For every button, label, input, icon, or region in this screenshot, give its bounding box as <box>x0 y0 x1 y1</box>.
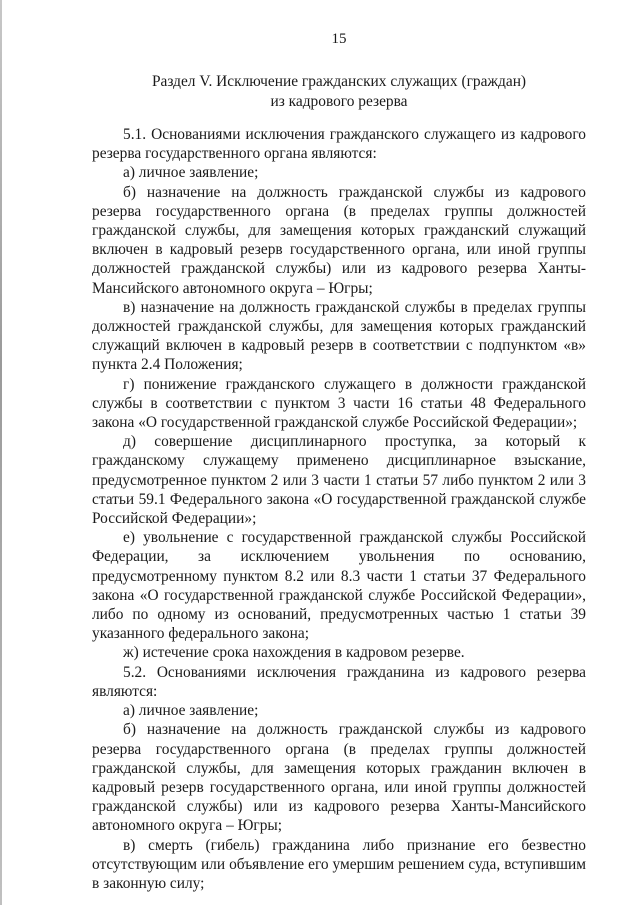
item-5-1-a: а) личное заявление; <box>123 164 259 182</box>
paragraph-5-2: 5.2. Основаниями исключения гражданина из кадрового резерва являются: <box>92 663 586 700</box>
item-5-2-b: б) назначение на должность гражданской службы из кадрового резерва государственного органа (в пределах группы должностей гражданской службы, для замещения которых гражданин включен в кадровый резерв государственного органа, или иной группы должностей гражданской службы) или из кадрового резерва Ханты-Мансийского автономного округа – Югры; <box>92 721 586 835</box>
item-5-1-g: г) понижение гражданского служащего в должности гражданской службы в соответствии с пунктом 3 части 16 статьи 48 Федерального закона «О государственной гражданской службе Российской Федерации»; <box>92 375 586 432</box>
item-5-2-v: в) смерть (гибель) гражданина либо признание его безвестно отсутствующим или объявление его умершим решением суда, вступившим в законную силу; <box>92 836 586 892</box>
item-5-2-a: а) личное заявление; <box>123 702 259 720</box>
section-heading-line-1: Раздел V. Исключение гражданских служащих (граждан) <box>151 73 527 90</box>
item-5-1-d: д) совершение дисциплинарного проступка, за который к гражданскому служащему применено дисциплинарное взыскание, предусмотренное пунктом 2 или 3 части 1 статьи 57 либо пунктом 2 или 3 статьи 59.1 Федерального закона «О государственной гражданской службе Российской Федерации»; <box>92 433 586 528</box>
section-heading <box>92 72 586 111</box>
item-5-1-v: в) назначение на должность гражданской службы в пределах группы должностей гражданской службы, для замещения которых гражданский служащий включен в кадровый резерв в соответствии с подпунктом «в» пункта 2.4 Положения; <box>92 298 586 374</box>
item-5-1-e: е) увольнение с государственной гражданской службы Российской Федерации, за исключением увольнения по основанию, предусмотренному пунктом 8.2 или 8.3 части 1 статьи 37 Федерального закона «О государственной гражданской службе Российской Федерации», либо по одному из оснований, предусмотренных частью 1 статьи 39 указанного федерального закона; <box>92 529 586 643</box>
page-edge <box>0 0 2 905</box>
section-heading-line-2: из кадрового резерва <box>270 92 408 110</box>
paragraph-5-1: 5.1. Основаниями исключения гражданского служащего из кадрового резерва государственного органа являются: <box>92 126 586 163</box>
page-number: 15 <box>331 31 347 47</box>
item-5-1-zh: ж) истечение срока нахождения в кадровом резерве. <box>123 644 465 662</box>
item-5-1-b: б) назначение на должность гражданской службы из кадрового резерва государственного органа (в пределах группы должностей гражданской службы, для замещения которых гражданский служащий включен в кадровый резерв государственного органа, или иной группы должностей гражданской службы) или из кадрового резерва Ханты-Мансийского автономного округа – Югры; <box>92 183 586 297</box>
document-body <box>92 125 586 893</box>
